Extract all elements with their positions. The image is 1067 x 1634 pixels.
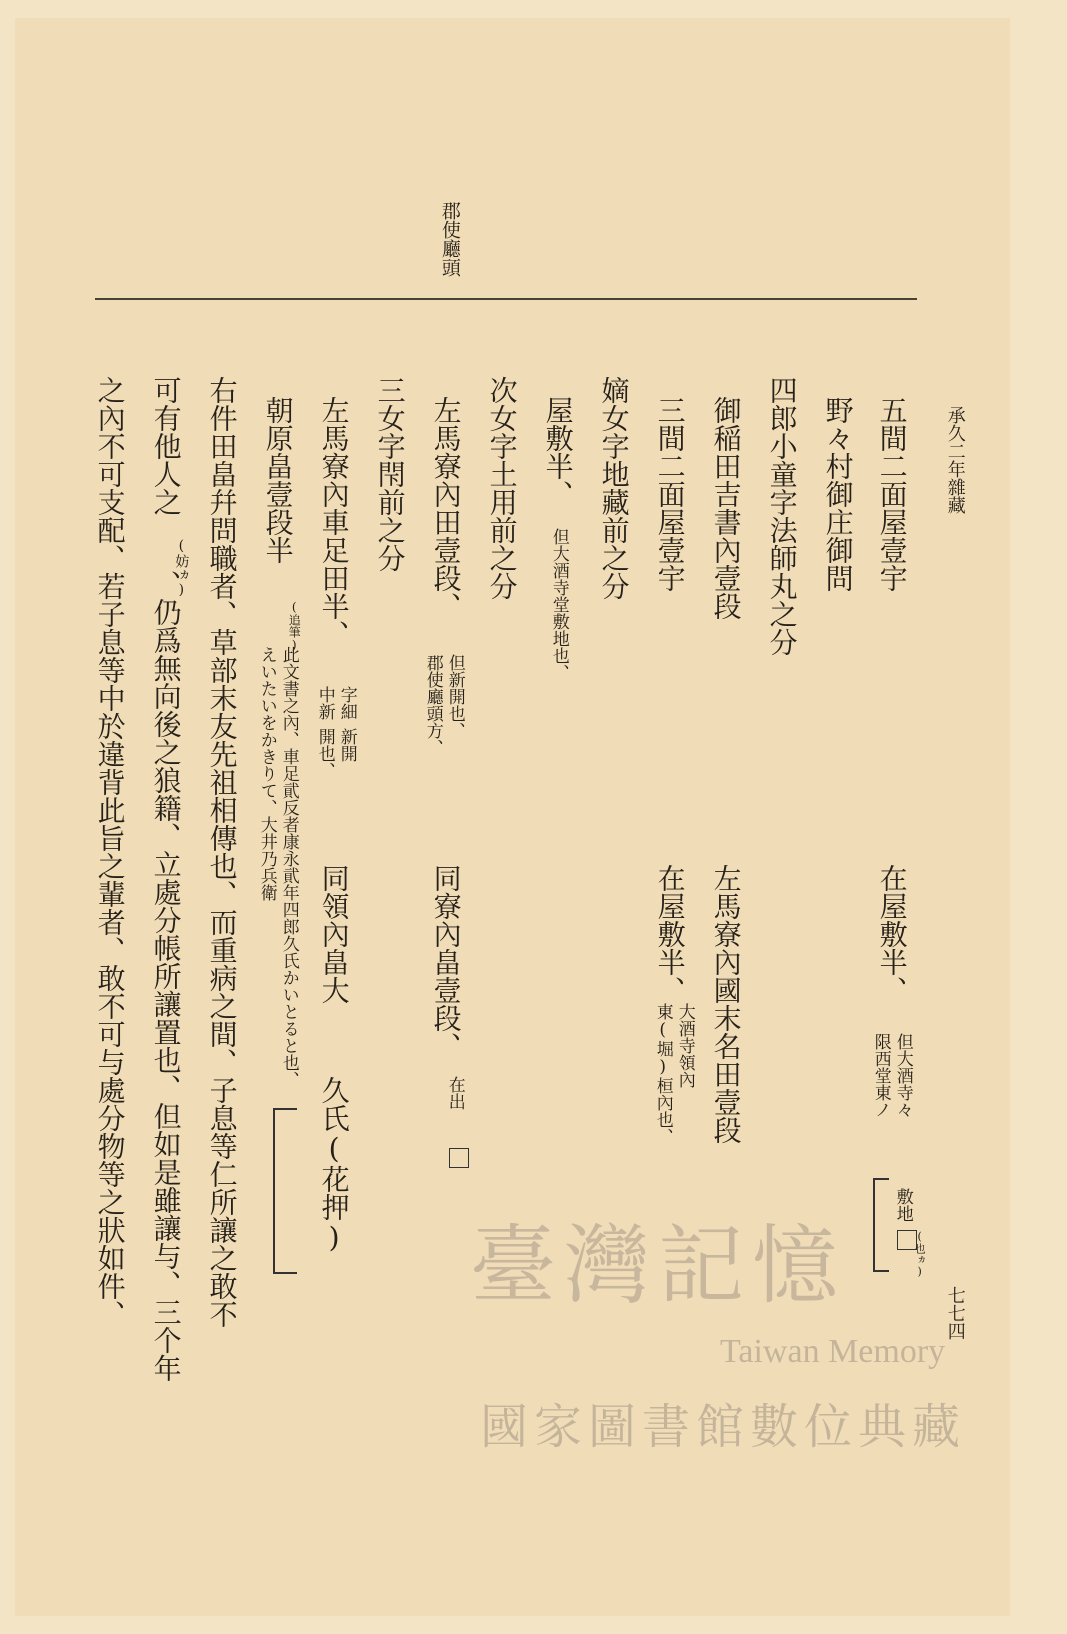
- header-rule: [95, 298, 917, 300]
- line-1-note-d: (也ヵ): [913, 1230, 927, 1278]
- line-9-square: [445, 1148, 469, 1168]
- line-14-gloss: (妨ヵ): [173, 538, 190, 598]
- line-1-note-c: 敷地: [892, 1188, 913, 1222]
- line-9-note-c: 在出: [444, 1076, 465, 1110]
- line-12-note-b: えいたいをかきりて、大井乃兵衛: [256, 646, 277, 901]
- watermark-english: Taiwan Memory: [720, 1333, 946, 1370]
- watermark-logo: 臺灣記憶: [470, 1216, 846, 1316]
- line-7b: 但大酒寺堂敷地也、: [548, 528, 569, 681]
- line-14b: 、仍爲無向後之狼籍、立處分帳所讓置也、但如是雖讓与、三个年: [149, 570, 183, 1382]
- line-6: 嫡女字地藏前之分: [597, 376, 631, 600]
- running-head: 承久二年雜藏: [944, 406, 966, 514]
- section-header: 郡使廳頭: [438, 201, 461, 277]
- line-11-note-c: 新開: [336, 728, 357, 762]
- line-11-note-d: 開也、: [314, 728, 335, 779]
- document-page: [15, 18, 1010, 1616]
- line-12-gloss: (追筆): [287, 600, 302, 652]
- line-4b: 左馬寮內國末名田壹段: [709, 864, 743, 1144]
- line-7a: 屋敷半、: [541, 396, 575, 508]
- line-9-note-b: 郡使廳頭方、: [422, 654, 443, 756]
- line-4: 御稲田吉書內壹段: [709, 396, 743, 620]
- watermark-subtitle: 國家圖書館數位典藏: [480, 1399, 967, 1455]
- bracket-12: [273, 1108, 297, 1274]
- line-1: 五間二面屋壹宇: [875, 396, 909, 592]
- line-11-note-a: 字細: [336, 686, 357, 720]
- line-11a: 左馬寮內車足田半、: [317, 396, 351, 648]
- line-3: 四郎小童字法師丸之分: [765, 376, 799, 656]
- line-9b: 同寮內畠壹段、: [429, 864, 463, 1060]
- line-9a: 左馬寮內田壹段、: [429, 396, 463, 620]
- line-9-note-a: 但新開也、: [444, 654, 465, 739]
- line-11-note-b: 中新: [314, 686, 335, 720]
- line-5-note-b: 東(堀)桓內也、: [652, 1003, 673, 1145]
- line-11b: 同領內畠大: [317, 864, 351, 1004]
- line-1b: 在屋敷半、: [875, 864, 909, 1004]
- line-5: 三間二面屋壹宇: [653, 396, 687, 592]
- line-12a: 朝原畠壹段半: [261, 396, 295, 564]
- line-15: 之內不可支配、若子息等中於違背此旨之輩者、敢不可与處分物等之狀如件、: [93, 376, 127, 1328]
- line-5-note-a: 大酒寺領內: [674, 1003, 695, 1088]
- bracket-1: [873, 1178, 889, 1272]
- line-2: 野々村御庄御問: [821, 396, 855, 592]
- line-1-note-a: 但大酒寺々: [892, 1033, 913, 1118]
- line-5b: 在屋敷半、: [653, 864, 687, 1004]
- line-12-note-a: 此文書之內、車足貮反者康永貮年四郎久氏かいとると也、: [278, 646, 299, 1088]
- line-10: 三女字閇前之分: [373, 376, 407, 572]
- line-14a: 可有他人之: [149, 376, 183, 516]
- line-11c: 久氏(花押): [317, 1076, 351, 1254]
- page-number: 七七四: [944, 1286, 966, 1340]
- line-13: 右件田畠幷問職者、草部末友先祖相傳也、而重病之間、子息等仁所讓之敢不: [205, 376, 239, 1328]
- line-8: 次女字土用前之分: [485, 376, 519, 600]
- line-1-note-b: 限西堂東ノ: [870, 1033, 891, 1118]
